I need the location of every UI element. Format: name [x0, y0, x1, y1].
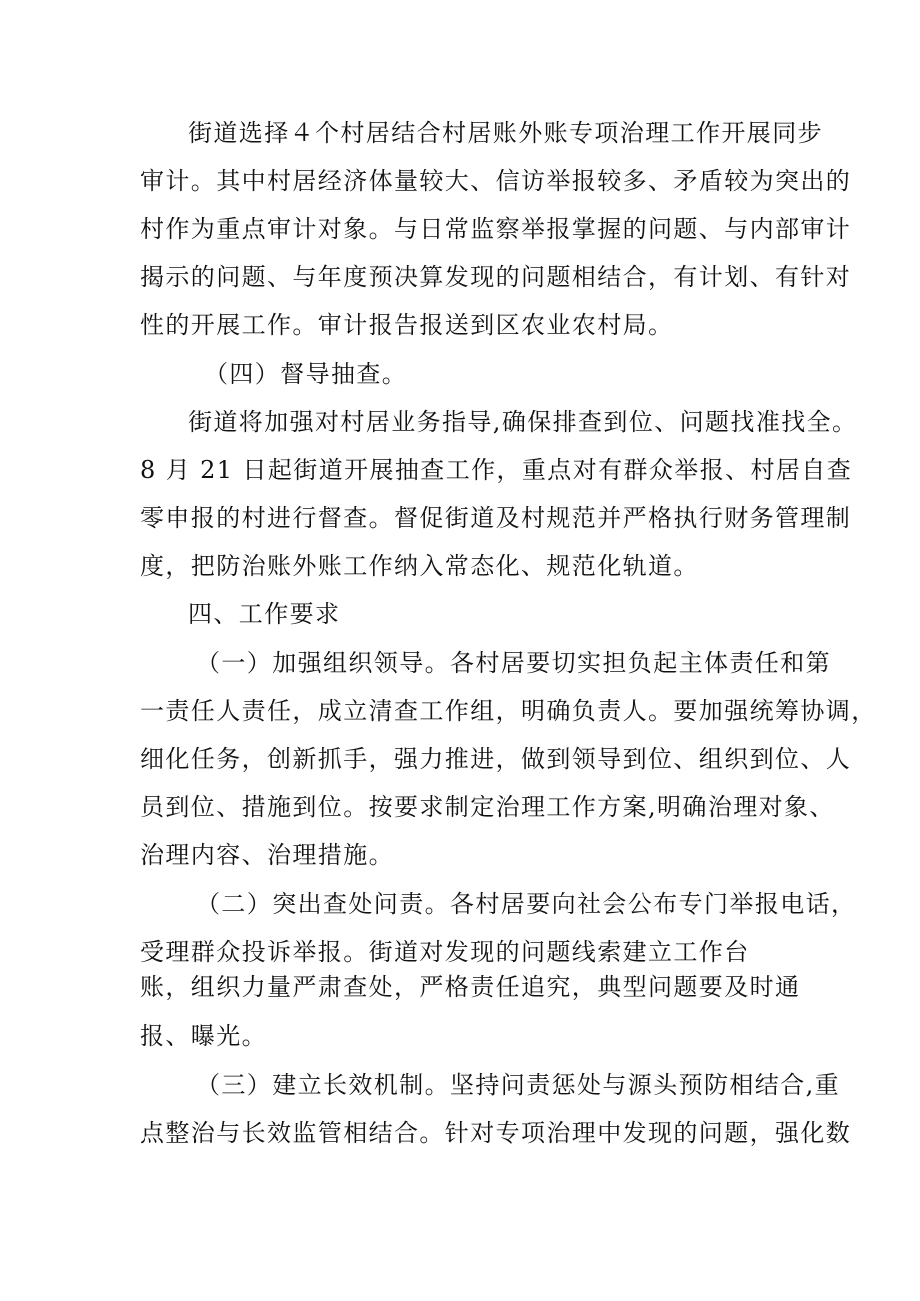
- paragraph-line: 一责任人责任，成立清查工作组，明确负责人。要加强统筹协调，: [140, 697, 877, 725]
- paragraph-line: 零申报的村进行督查。督促街道及村规范并严格执行财务管理制: [140, 504, 852, 532]
- paragraph-line: 账，组织力量严肃查处，严格责任追究，典型问题要及时通: [140, 973, 801, 1001]
- paragraph-line: 细化任务，创新抓手，强力推进，做到领导到位、组织到位、人: [140, 745, 852, 773]
- paragraph-line: 报、曝光。: [140, 1022, 267, 1050]
- paragraph-line: 揭示的问题、与年度预决算发现的问题相结合，有计划、有针对: [140, 263, 852, 291]
- paragraph-line: 度，把防治账外账工作纳入常态化、规范化轨道。: [140, 552, 699, 580]
- paragraph-line: 员到位、措施到位。按要求制定治理工作方案,明确治理对象、: [140, 793, 835, 821]
- section-heading: （四）督导抽查。: [204, 360, 408, 388]
- paragraph-line: 审计。其中村居经济体量较大、信访举报较多、矛盾较为突出的: [140, 167, 852, 195]
- section-heading: 四、工作要求: [188, 600, 341, 628]
- paragraph-line: （三）建立长效机制。坚持问责惩处与源头预防相结合,重: [196, 1071, 841, 1099]
- paragraph-line: 街道选择４个村居结合村居账外账专项治理工作开展同步: [188, 119, 823, 147]
- paragraph-line: 点整治与长效监管相结合。针对专项治理中发现的问题，强化数: [140, 1119, 852, 1147]
- paragraph-line: 受理群众投诉举报。街道对发现的问题线索建立工作台: [140, 938, 750, 966]
- paragraph-line: 治理内容、治理措施。: [140, 841, 394, 869]
- paragraph-line: 8 月 21 日起街道开展抽查工作，重点对有群众举报、村居自查: [140, 456, 853, 484]
- paragraph-line: 性的开展工作。审计报告报送到区农业农村局。: [140, 311, 674, 339]
- paragraph-line: 村作为重点审计对象。与日常监察举报掌握的问题、与内部审计: [140, 215, 852, 243]
- paragraph-line: 街道将加强对村居业务指导,确保排查到位、问题找准找全。: [188, 408, 858, 436]
- paragraph-line: （二）突出查处问责。各村居要向社会公布专门举报电话，: [196, 890, 857, 918]
- paragraph-line: （一）加强组织领导。各村居要切实担负起主体责任和第: [196, 649, 831, 677]
